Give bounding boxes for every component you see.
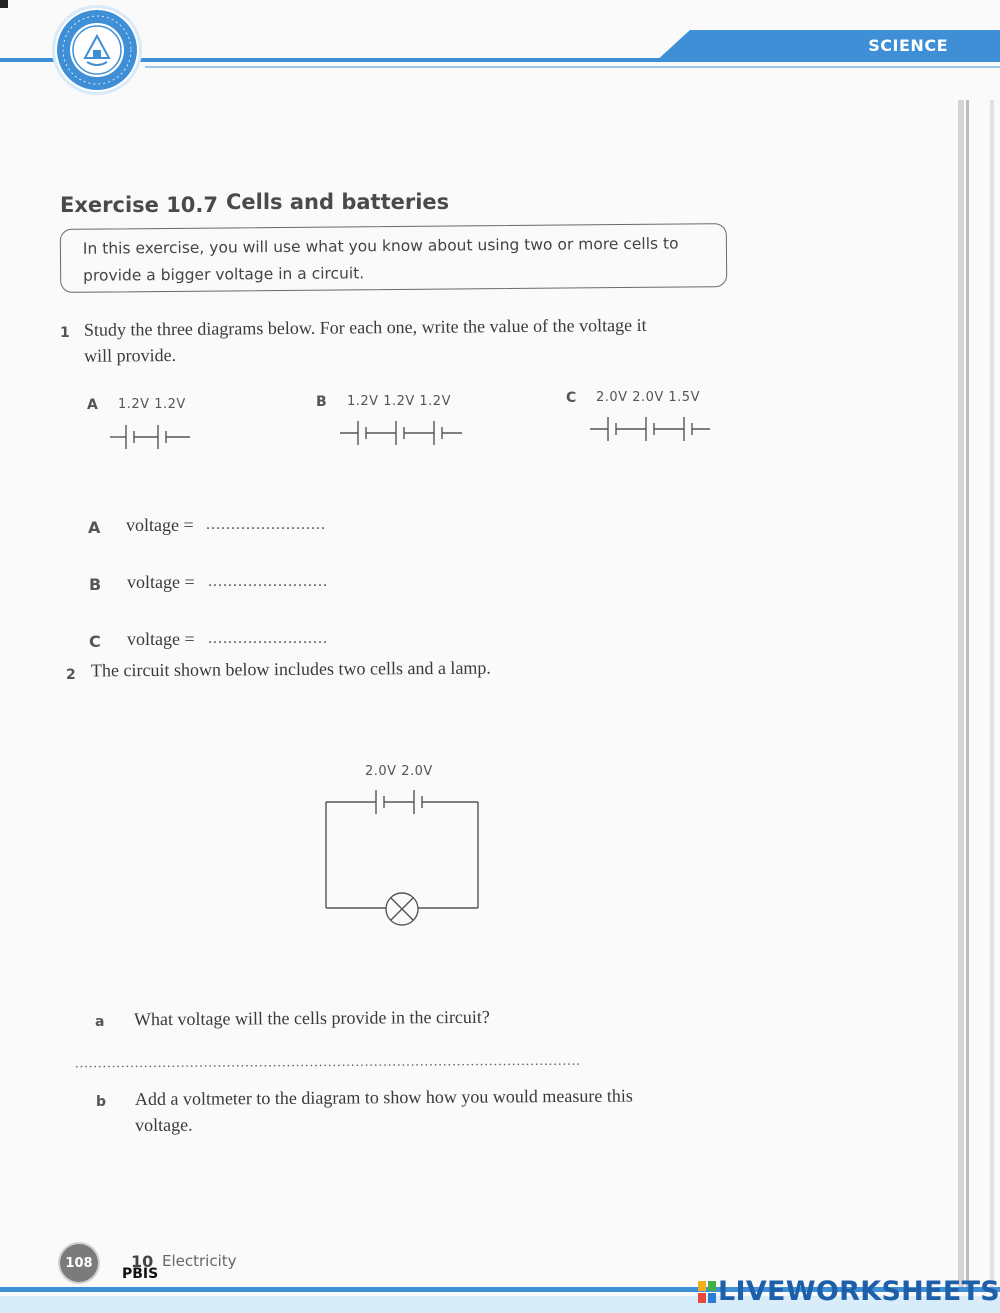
- question-1-line-1: Study the three diagrams below. For each one, write the value of the voltage it: [83, 314, 647, 340]
- diagram-b-cells: [338, 418, 468, 448]
- part-b-line-2: voltage.: [135, 1114, 193, 1136]
- part-b-text: [135, 1082, 715, 1138]
- answer-c-blank[interactable]: ........................: [208, 630, 328, 647]
- intro-text: [83, 230, 713, 289]
- school-logo: [55, 8, 139, 92]
- page-number: 108: [60, 1244, 98, 1282]
- header-line-secondary: [145, 66, 1000, 68]
- answer-c-letter: C: [89, 632, 101, 651]
- intro-line-2: provide a bigger voltage in a circuit.: [83, 264, 365, 285]
- chapter-number: 10: [131, 1252, 154, 1271]
- part-a-answer-line[interactable]: ..............................................................................................................: [74, 1053, 582, 1072]
- question-1-text: [84, 311, 724, 369]
- answer-a-label: voltage =: [126, 515, 194, 535]
- part-a-letter: a: [95, 1014, 105, 1030]
- liveworksheets-icon: [698, 1281, 716, 1303]
- answer-a-blank[interactable]: ........................: [206, 516, 326, 533]
- page-edge: [966, 100, 969, 1290]
- diagram-c-cells: [588, 414, 718, 444]
- question-1-line-2: will provide.: [84, 344, 177, 366]
- part-a-text: What voltage will the cells provide in the circuit?: [133, 1006, 490, 1030]
- diagram-c-letter: C: [566, 390, 577, 406]
- answer-b-letter: B: [89, 575, 102, 594]
- page-edge: [990, 100, 994, 1290]
- diagram-a-cells: [108, 422, 198, 452]
- diagram-b-values: 1.2V 1.2V 1.2V: [347, 394, 451, 409]
- question-2-number: 2: [66, 667, 76, 683]
- diagram-a-values: 1.2V 1.2V: [118, 397, 186, 412]
- corner-mark: [0, 0, 8, 8]
- answer-a-letter: A: [88, 518, 101, 537]
- subject-tab: [655, 30, 1000, 62]
- school-abbreviation: PBIS: [122, 1266, 159, 1282]
- page-edge: [958, 100, 964, 1290]
- answer-c-label: voltage =: [127, 629, 195, 649]
- subject-label: SCIENCE: [868, 36, 948, 55]
- exercise-title: Cells and batteries: [226, 190, 450, 214]
- diagram-a-letter: A: [87, 397, 98, 413]
- intro-line-1: In this exercise, you will use what you know about using two or more cells to: [82, 234, 679, 258]
- part-b-letter: b: [96, 1094, 107, 1110]
- chapter-name: Electricity: [162, 1252, 237, 1270]
- school-logo-icon: [55, 8, 139, 92]
- answer-b-label: voltage =: [127, 572, 195, 592]
- circuit-values: 2.0V 2.0V: [365, 764, 433, 779]
- diagram-b-letter: B: [316, 394, 327, 410]
- question-2-text: The circuit shown below includes two cells and a lamp.: [90, 657, 491, 681]
- part-b-line-1: Add a voltmeter to the diagram to show how you would measure this: [134, 1085, 633, 1110]
- exercise-number: Exercise 10.7: [60, 193, 219, 217]
- circuit-diagram: [320, 785, 490, 930]
- liveworksheets-brand[interactable]: LIVEWORKSHEETS: [718, 1276, 1000, 1307]
- question-1-number: 1: [60, 325, 70, 341]
- diagram-c-values: 2.0V 2.0V 1.5V: [596, 390, 700, 405]
- answer-b-blank[interactable]: ........................: [208, 573, 328, 590]
